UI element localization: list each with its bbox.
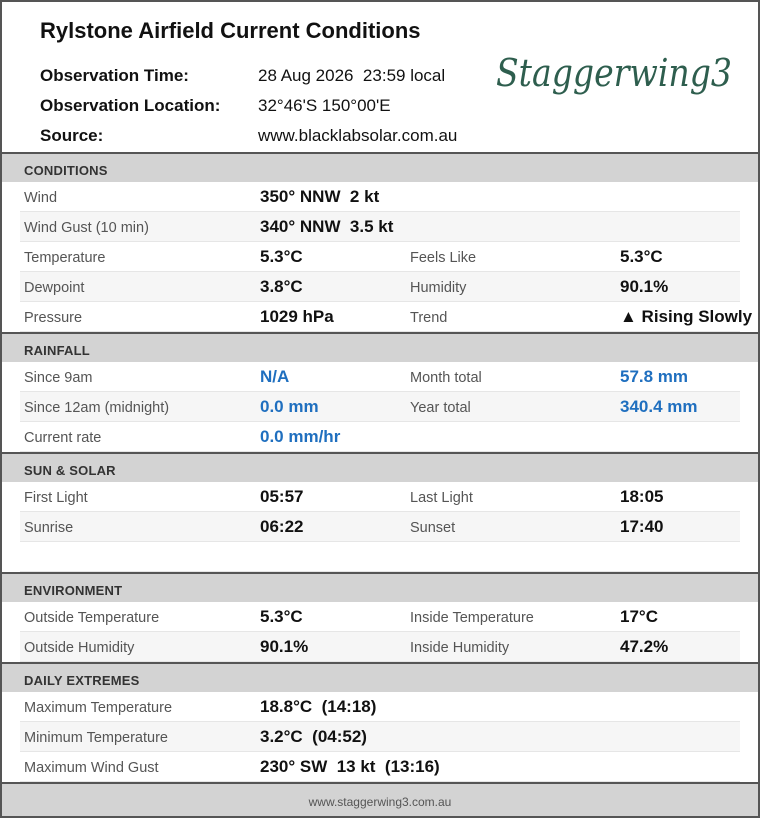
last-light-label: Last Light	[410, 490, 473, 506]
sunset-label: Sunset	[410, 520, 456, 536]
sunset-value: 17:40	[620, 517, 664, 536]
wind-gust-value: 340° NNW 3.5 kt	[260, 217, 394, 236]
inside-temperature-label: Inside Temperature	[410, 610, 534, 626]
dewpoint-row	[20, 272, 740, 302]
observation-time-value: 28 Aug 2026 23:59 local	[258, 66, 446, 85]
section-title: CONDITIONS	[24, 163, 108, 178]
since-midnight-value: 0.0 mm	[260, 397, 319, 416]
outside-humidity-label: Outside Humidity	[24, 640, 135, 656]
wind-label: Wind	[24, 190, 58, 206]
current-rate-row	[20, 422, 740, 452]
daily-extremes-section-header	[2, 662, 758, 692]
max-temperature-label: Maximum Temperature	[24, 700, 173, 716]
since-midnight-label: Since 12am (midnight)	[24, 400, 170, 416]
feels-like-label: Feels Like	[410, 250, 477, 266]
outside-humidity-row	[20, 632, 740, 662]
pressure-row	[20, 302, 753, 332]
current-rate-value: 0.0 mm/hr	[260, 427, 341, 446]
pressure-value: 1029 hPa	[260, 307, 334, 326]
max-wind-gust-value: 230° SW 13 kt (13:16)	[260, 757, 440, 776]
section-title: SUN & SOLAR	[24, 463, 116, 478]
conditions-section-header	[2, 152, 758, 182]
pressure-label: Pressure	[24, 310, 83, 326]
year-total-label: Year total	[410, 400, 471, 416]
since-9am-value: N/A	[260, 367, 290, 386]
sunrise-row	[20, 512, 740, 542]
outside-temperature-row	[20, 602, 740, 632]
min-temperature-row	[20, 722, 740, 752]
wind-gust-row	[20, 212, 740, 242]
month-total-value: 57.8 mm	[620, 367, 689, 386]
current-rate-label: Current rate	[24, 430, 102, 446]
max-temperature-row	[20, 692, 740, 722]
max-wind-gust-label: Maximum Wind Gust	[24, 760, 159, 776]
page-title: Rylstone Airfield Current Conditions	[40, 18, 421, 43]
dewpoint-label: Dewpoint	[24, 280, 85, 296]
footer-link[interactable]: www.staggerwing3.com.au	[308, 795, 452, 809]
outside-temperature-value: 5.3°C	[260, 607, 303, 626]
sun-solar-section-header	[2, 452, 758, 482]
max-wind-gust-row	[20, 752, 740, 782]
last-light-value: 18:05	[620, 487, 664, 506]
empty-row	[20, 542, 740, 572]
year-total-value: 340.4 mm	[620, 397, 698, 416]
first-light-value: 05:57	[260, 487, 304, 506]
outside-humidity-value: 90.1%	[260, 637, 309, 656]
humidity-value: 90.1%	[620, 277, 669, 296]
observation-time-label: Observation Time:	[40, 66, 189, 85]
footer	[2, 782, 758, 816]
source-link[interactable]: www.blacklabsolar.com.au	[258, 126, 458, 145]
trend-label: Trend	[410, 310, 448, 326]
first-light-label: First Light	[24, 490, 88, 506]
staggerwing3-logo	[492, 38, 742, 108]
humidity-label: Humidity	[410, 280, 467, 296]
observation-location-value: 32°46'S 150°00'E	[258, 96, 391, 115]
wind-value: 350° NNW 2 kt	[260, 187, 380, 206]
temperature-value: 5.3°C	[260, 247, 303, 266]
since-midnight-row	[20, 392, 740, 422]
month-total-label: Month total	[410, 370, 482, 386]
min-temperature-value: 3.2°C (04:52)	[260, 727, 367, 746]
inside-temperature-value: 17°C	[620, 607, 658, 626]
since-9am-label: Since 9am	[24, 370, 93, 386]
min-temperature-label: Minimum Temperature	[24, 730, 168, 746]
section-title: DAILY EXTREMES	[24, 673, 140, 688]
logo-text: Staggerwing3	[496, 51, 732, 95]
inside-humidity-label: Inside Humidity	[410, 640, 510, 656]
dewpoint-value: 3.8°C	[260, 277, 303, 296]
panel-header	[2, 2, 758, 152]
wind-row	[20, 182, 740, 212]
sunrise-value: 06:22	[260, 517, 304, 536]
outside-temperature-label: Outside Temperature	[24, 610, 160, 626]
rainfall-section-header	[2, 332, 758, 362]
wind-gust-label: Wind Gust (10 min)	[24, 220, 149, 236]
section-title: RAINFALL	[24, 343, 90, 358]
temperature-row	[20, 242, 740, 272]
source-label: Source:	[40, 126, 104, 145]
since-9am-row	[20, 362, 740, 392]
first-light-row	[20, 482, 740, 512]
sunrise-label: Sunrise	[24, 520, 74, 536]
section-title: ENVIRONMENT	[24, 583, 123, 598]
trend-value: ▲ Rising Slowly	[620, 307, 753, 326]
max-temperature-value: 18.8°C (14:18)	[260, 697, 377, 716]
temperature-label: Temperature	[24, 250, 106, 266]
observation-location-label: Observation Location:	[40, 96, 221, 115]
environment-section-header	[2, 572, 758, 602]
inside-humidity-value: 47.2%	[620, 637, 669, 656]
feels-like-value: 5.3°C	[620, 247, 663, 266]
